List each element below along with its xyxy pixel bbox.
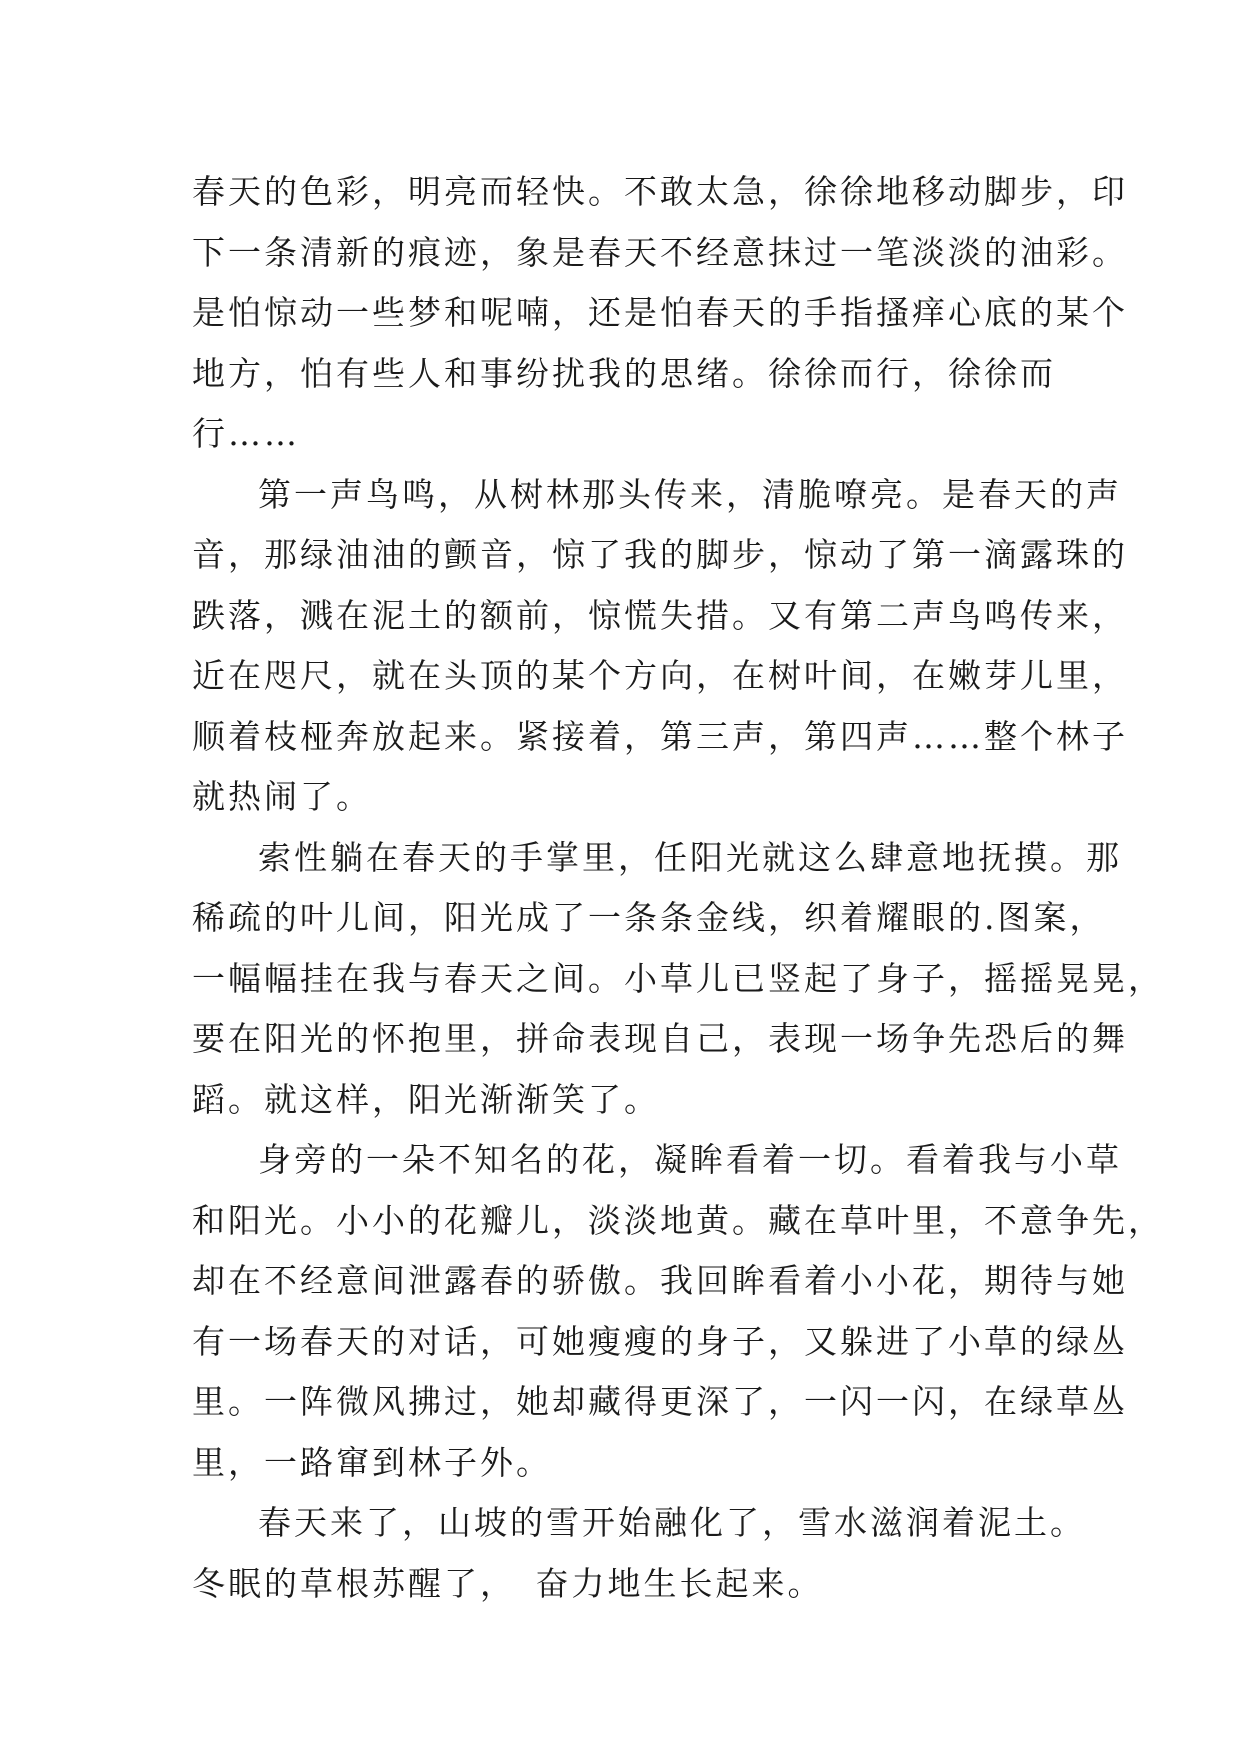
text-line: 近在咫尺，就在头顶的某个方向，在树叶间，在嫩芽儿里， <box>192 656 1128 695</box>
text-line: 跌落，溅在泥土的额前，惊慌失措。又有第二声鸟鸣传来， <box>192 595 1128 635</box>
paragraph-first-line: 索性躺在春天的手掌里，任阳光就这么肆意地抚摸。那 <box>258 837 1122 877</box>
text-line: 春天的色彩，明亮而轻快。不敢太急，徐徐地移动脚步，印 <box>192 172 1128 211</box>
text-line: 和阳光。小小的花瓣儿，淡淡地黄。藏在草叶里，不意争先， <box>192 1200 1164 1240</box>
body-text <box>192 162 1164 1614</box>
paragraph-first-line: 身旁的一朵不知名的花，凝眸看着一切。看着我与小草 <box>258 1140 1122 1179</box>
text-line: 稀疏的叶儿间，阳光成了一条条金线，织着耀眼的.图案， <box>192 898 1106 937</box>
text-line: 一幅幅挂在我与春天之间。小草儿已竖起了身子，摇摇晃晃， <box>192 958 1164 998</box>
paragraph-first-line: 春天来了，山坡的雪开始融化了，雪水滋润着泥土。 <box>258 1503 1086 1542</box>
text-line: 顺着枝桠奔放起来。紧接着，第三声，第四声……整个林子 <box>192 716 1128 756</box>
text-line: 里。一阵微风拂过，她却藏得更深了，一闪一闪，在绿草丛 <box>192 1382 1128 1421</box>
text-line: 蹈。就这样，阳光渐渐笑了。 <box>192 1079 660 1119</box>
text-line: 要在阳光的怀抱里，拼命表现自己，表现一场争先恐后的舞 <box>192 1019 1128 1058</box>
text-line: 就热闹了。 <box>192 777 372 816</box>
text-line: 冬眠的草根苏醒了， 奋力地生长起来。 <box>192 1563 824 1603</box>
text-line: 地方，怕有些人和事纷扰我的思绪。徐徐而行，徐徐而 <box>192 353 1056 393</box>
text-line: 是怕惊动一些梦和呢喃，还是怕春天的手指搔痒心底的某个 <box>192 293 1128 332</box>
text-line: 有一场春天的对话，可她瘦瘦的身子，又躲进了小草的绿丛 <box>192 1321 1128 1361</box>
paragraph-first-line: 第一声鸟鸣，从树林那头传来，清脆嘹亮。是春天的声 <box>258 474 1122 514</box>
text-line: 行…… <box>192 414 300 453</box>
text-line: 下一条清新的痕迹，象是春天不经意抹过一笔淡淡的油彩。 <box>192 232 1128 272</box>
text-line: 却在不经意间泄露春的骄傲。我回眸看着小小花，期待与她 <box>192 1261 1128 1300</box>
text-line: 音，那绿油油的颤音，惊了我的脚步，惊动了第一滴露珠的 <box>192 535 1128 574</box>
text-line: 里，一路窜到林子外。 <box>192 1442 552 1482</box>
